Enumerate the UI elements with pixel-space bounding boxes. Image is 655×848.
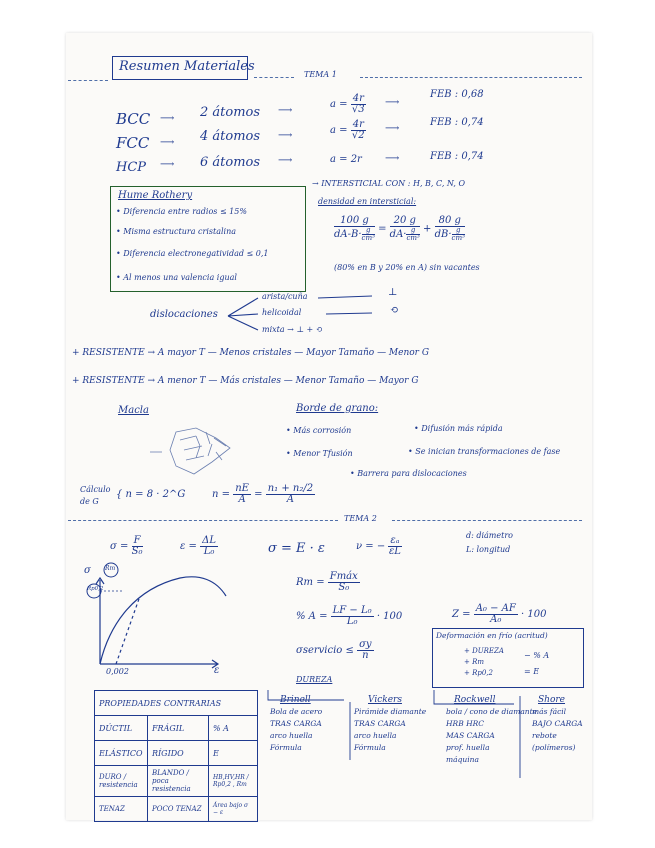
dureza-line: Pirámide diamante: [354, 707, 427, 716]
borde-item: • Menor Tfusión: [286, 449, 353, 458]
table-row: [95, 797, 258, 822]
structure-atoms: 6 átomos: [200, 155, 261, 170]
dureza-col-name: Brinell: [280, 695, 311, 705]
structure-formula: a = $\frac{4r}{√3}$: [330, 93, 365, 115]
arrow-icon: ⟶: [160, 137, 175, 148]
table-cell: ELÁSTICO: [95, 741, 148, 766]
intersticial-line: → INTERSTICIAL CON : H, B, C, N, O: [312, 179, 466, 188]
hume-rothery-title: Hume Rothery: [118, 190, 193, 201]
arrow-icon: ⟶: [385, 123, 400, 134]
page-title: Resumen Materiales: [119, 59, 255, 74]
dislocation-type: helicoidal: [262, 308, 302, 317]
table-cell: FRÁGIL: [148, 716, 209, 741]
table-row: [95, 766, 258, 797]
arrow-icon: ⟶: [160, 113, 175, 124]
reduction-formula: Z = $\frac{\text{A₀ − AF}}{\text{A₀}}$ · 100: [452, 603, 547, 625]
tema2-label: TEMA 2: [344, 514, 377, 523]
dureza-line: arco huella: [270, 731, 313, 740]
dureza-col-name: Shore: [538, 695, 566, 705]
dureza-col-shore: [532, 694, 583, 754]
calculo-formula: { n = 8 · 2^G: [116, 489, 186, 500]
resistente-line: + RESISTENTE → A menor T — Más cristales — Menor Tamaño — Mayor G: [72, 376, 419, 386]
density-equation: 100 g dA-B· $\frac{g}{\text{cm³}}$ = 20 g dA· $\frac{g}{\text{cm³}}$ + 80 g dB· $\frac{g}{\text{cm³}}$: [334, 215, 465, 242]
table-cell: % A: [209, 716, 258, 741]
strain-formula: ε = $\frac{\Delta L}{\text{L₀}}$: [180, 535, 216, 557]
table-cell: BLANDO / poca resistencia: [148, 766, 209, 797]
deformacion-item: + Rm: [464, 658, 484, 666]
rothery-item: • Al menos una valencia igual: [116, 273, 237, 282]
dureza-col-vickers: [354, 694, 426, 754]
table-cell: DÚCTIL: [95, 716, 148, 741]
dureza-line: (polímeros): [532, 743, 576, 752]
structure-feb: FEB : 0,74: [430, 151, 484, 162]
table-title: PROPIEDADES CONTRARIAS: [95, 691, 258, 716]
structure-formula: a = $\frac{4r}{√2}$: [330, 119, 365, 141]
dureza-line: arco huella: [354, 731, 397, 740]
stress-formula: σ = $\frac{F}{\text{S₀}}$: [110, 535, 143, 557]
propiedades-table: [94, 690, 258, 822]
structure-atoms: 2 átomos: [200, 105, 261, 120]
graph-x-tick: 0,002: [106, 667, 129, 676]
arrow-icon: ⟶: [385, 97, 400, 108]
structure-atoms: 4 átomos: [200, 129, 261, 144]
arrow-icon: ⟶: [278, 155, 293, 166]
dureza-line: Fórmula: [270, 743, 302, 752]
table-row: [95, 716, 258, 741]
table-cell: RÍGIDO: [148, 741, 209, 766]
table-cell: DURO / resistencia: [95, 766, 148, 797]
macla-label: Macla: [118, 405, 149, 416]
table-row: [95, 741, 258, 766]
structure-feb: FEB : 0,74: [430, 117, 484, 128]
dureza-line: Fórmula: [354, 743, 386, 752]
table-row: [95, 691, 258, 716]
rm-formula: Rm = $\frac{\text{Fmáx}}{\text{S₀}}$: [296, 571, 358, 593]
graph-rm-label: Rm: [105, 565, 116, 572]
deformacion-item: + DUREZA: [464, 647, 504, 655]
dislocaciones-label: dislocaciones: [150, 309, 218, 320]
dureza-line: prof. huella: [446, 743, 490, 752]
borde-item: • Se inician transformaciones de fase: [408, 447, 561, 456]
density-note: (80% en B y 20% en A) sin vacantes: [334, 263, 480, 272]
borde-item: • Difusión más rápida: [414, 424, 503, 433]
dureza-line: HRB HRC: [446, 719, 485, 728]
deformacion-item: + Rp0,2: [464, 669, 493, 677]
dureza-col-name: Vickers: [368, 695, 402, 705]
poisson-formula: ν = − $\frac{\text{εₐ}}{\varepsilon L}$: [356, 535, 401, 557]
dureza-line: MAS CARGA: [446, 731, 495, 740]
arrow-icon: ⟶: [385, 153, 400, 164]
borde-item: • Más corrosión: [286, 426, 352, 435]
borde-item: • Barrera para dislocaciones: [350, 469, 467, 478]
structure-formula: a = 2r: [330, 154, 362, 165]
hooke-formula: σ = E · ε: [268, 541, 325, 556]
densidad-label: densidad en intersticial:: [318, 197, 417, 206]
dureza-line: TRAS CARGA: [354, 719, 406, 728]
rothery-item: • Misma estructura cristalina: [116, 227, 237, 236]
dureza-line: Bola de acero: [270, 707, 323, 716]
structure-name: FCC: [116, 134, 150, 152]
rothery-item: • Diferencia entre radios ≤ 15%: [116, 207, 247, 216]
elongation-formula: % A = $\frac{\text{LF − L₀}}{\text{L₀}}$ · 100: [296, 605, 403, 627]
service-stress-formula: σservicio ≤ $\frac{\sigma y}{n}$: [296, 639, 372, 661]
deformacion-effect: = E: [524, 667, 540, 676]
poisson-note: L: longitud: [466, 545, 511, 554]
graph-rp-label: Rp0,2: [87, 586, 104, 592]
table-cell: HB,HV,HR / Rp0,2 , Rm: [209, 766, 258, 797]
dureza-col-name: Rockwell: [454, 695, 496, 705]
graph-y-label: σ: [84, 565, 91, 576]
table-cell: Área bajo σ − ε: [209, 797, 258, 822]
dureza-line: rebote: [532, 731, 557, 740]
arrow-icon: ⟶: [278, 130, 293, 141]
arrow-icon: ⟶: [278, 105, 293, 116]
dislocation-type: mixta → ⊥ + ⟲: [262, 325, 323, 334]
table-cell: E: [209, 741, 258, 766]
deformacion-title: Deformación en frío (acritud): [436, 631, 548, 640]
dureza-line: TRAS CARGA: [270, 719, 322, 728]
dureza-col-brinell: [270, 694, 322, 754]
calculo-label: Cálculo de G: [80, 485, 111, 506]
screw-dislocation-icon: ⟲: [390, 305, 399, 316]
poisson-note: d: diámetro: [466, 531, 513, 540]
calculo-formula-2: n = $\frac{nE}{A}$ = $\frac{\text{n₁ + n₂/2}}{A}$: [212, 483, 314, 505]
dureza-line: máquina: [446, 755, 479, 764]
graph-x-label: ε: [214, 665, 220, 676]
structure-feb: FEB : 0,68: [430, 89, 484, 100]
table-cell: TENAZ: [95, 797, 148, 822]
rothery-item: • Diferencia electronegatividad ≤ 0,1: [116, 249, 269, 258]
table-cell: POCO TENAZ: [148, 797, 209, 822]
deformacion-effect: − % A: [524, 651, 550, 660]
resistente-line: + RESISTENTE → A mayor T — Menos cristales — Mayor Tamaño — Menor G: [72, 348, 430, 358]
dureza-label: DUREZA: [296, 675, 333, 684]
edge-dislocation-icon: ⊥: [388, 287, 398, 298]
structure-name: HCP: [116, 160, 147, 175]
arrow-icon: ⟶: [160, 159, 175, 170]
dureza-line: bola / cono de diamante: [446, 707, 538, 716]
dureza-line: más fácil: [532, 707, 567, 716]
dislocation-type: arista/cuña: [262, 292, 308, 301]
borde-grano-title: Borde de grano:: [296, 403, 379, 414]
tema1-label: TEMA 1: [304, 70, 337, 79]
dureza-line: BAJO CARGA: [532, 719, 583, 728]
structure-name: BCC: [116, 110, 151, 128]
dureza-col-rockwell: [446, 694, 537, 766]
